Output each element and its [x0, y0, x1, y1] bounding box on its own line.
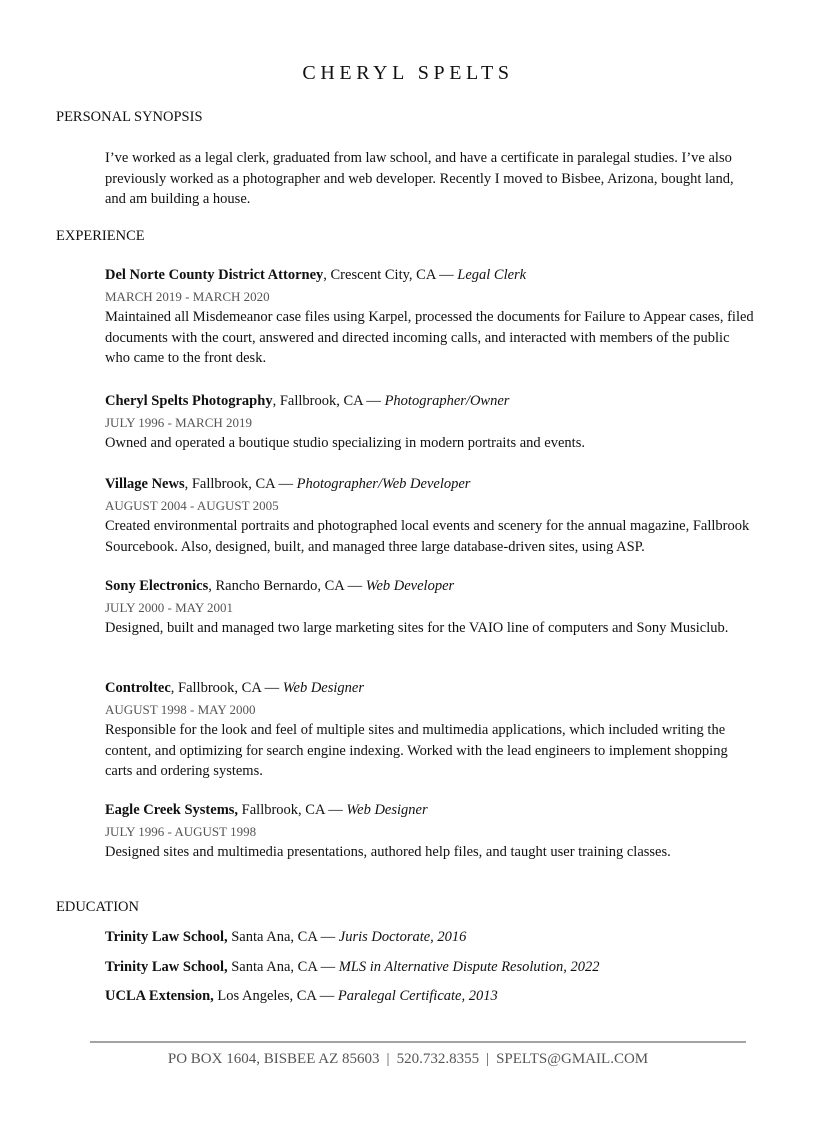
job-title-line [105, 265, 755, 285]
job-role: Photographer/Owner [384, 393, 510, 409]
job-dates: AUGUST 1998 - MAY 2000 [105, 702, 256, 717]
job-location: Fallbrook, CA — [238, 802, 347, 818]
job-description: Responsible for the look and feel of multiple sites and multimedia applications, which included writing the content, and optimizing for search engine indexing. Worked with the lead engineers to implement shopping carts and ordering systems. [105, 722, 728, 780]
job-description: Maintained all Misdemeanor case files using Karpel, processed the documents for Failure to Appear cases, filed documents with the court, answered and directed incoming calls, and interacted with members of the public who came to the front desk. [105, 309, 754, 367]
employer: Del Norte County District Attorney [105, 267, 324, 283]
footer-phone: 520.732.8355 [396, 1051, 480, 1067]
job-location: , Fallbrook, CA — [184, 476, 297, 492]
job-title-line [105, 391, 755, 411]
footer-separator: | [386, 1051, 390, 1067]
employer: Controltec [105, 680, 171, 696]
job-entry [105, 474, 755, 557]
school: UCLA Extension, [105, 988, 214, 1004]
job-title-line [105, 474, 755, 494]
school-location: Santa Ana, CA — [227, 929, 339, 945]
footer-address: PO BOX 1604, BISBEE AZ 85603 [167, 1051, 380, 1067]
degree: Paralegal Certificate, 2013 [337, 988, 498, 1004]
school-location: Santa Ana, CA — [227, 959, 339, 975]
job-role: Web Developer [365, 578, 455, 594]
job-dates: JULY 2000 - MAY 2001 [105, 600, 233, 615]
job-dates: JULY 1996 - MARCH 2019 [105, 415, 252, 430]
education-item [105, 929, 466, 946]
employer: Eagle Creek Systems, [105, 802, 239, 818]
job-role: Web Designer [282, 680, 364, 696]
job-entry [105, 391, 755, 454]
education-heading: EDUCATION [56, 899, 139, 915]
job-entry [105, 800, 755, 863]
synopsis-heading: PERSONAL SYNOPSIS [56, 109, 203, 125]
job-description: Created environmental portraits and photographed local events and scenery for the annual magazine, Fallbrook Sourcebook. Also, designed, built, and managed three large database-driven sites, using ASP. [105, 518, 750, 555]
job-title-line [105, 678, 755, 698]
employer: Village News [105, 476, 185, 492]
experience-heading: EXPERIENCE [56, 228, 145, 244]
synopsis-text: I’ve worked as a legal clerk, graduated from law school, and have a certificate in paralegal studies. I’ve also previously worked as a photographer and web developer. Recently I moved to Bisbee, Arizona, bought land, and am building a house. [105, 150, 734, 207]
school: Trinity Law School, [105, 959, 228, 975]
education-item [105, 988, 498, 1005]
job-description: Owned and operated a boutique studio specializing in modern portraits and events. [105, 435, 585, 451]
job-location: , Fallbrook, CA — [272, 393, 385, 409]
job-entry [105, 265, 755, 369]
footer-email: SPELTS@GMAIL.COM [496, 1051, 649, 1067]
school-location: Los Angeles, CA — [213, 988, 338, 1004]
job-description: Designed, built and managed two large marketing sites for the VAIO line of computers and Sony Musiclub. [105, 620, 729, 636]
school: Trinity Law School, [105, 929, 228, 945]
job-role: Legal Clerk [457, 267, 527, 283]
resume-name: CHERYL SPELTS [302, 62, 514, 84]
job-entry [105, 678, 755, 782]
job-title-line [105, 800, 755, 820]
education-item [105, 959, 599, 976]
job-dates: MARCH 2019 - MARCH 2020 [105, 289, 270, 304]
job-description: Designed sites and multimedia presentations, authored help files, and taught user training classes. [105, 844, 671, 860]
employer: Sony Electronics [105, 578, 209, 594]
degree: MLS in Alternative Dispute Resolution, 2022 [338, 959, 600, 975]
job-title-line [105, 576, 755, 596]
job-dates: JULY 1996 - AUGUST 1998 [105, 824, 257, 839]
job-entry [105, 576, 755, 639]
footer-contact [0, 1051, 816, 1068]
employer: Cheryl Spelts Photography [105, 393, 273, 409]
footer-divider [90, 1041, 746, 1043]
job-role: Photographer/Web Developer [296, 476, 471, 492]
footer-separator: | [486, 1051, 490, 1067]
job-location: , Rancho Bernardo, CA — [208, 578, 366, 594]
degree: Juris Doctorate, 2016 [338, 929, 467, 945]
job-location: , Fallbrook, CA — [170, 680, 283, 696]
job-dates: AUGUST 2004 - AUGUST 2005 [105, 498, 279, 513]
job-role: Web Designer [346, 802, 428, 818]
job-location: , Crescent City, CA — [323, 267, 458, 283]
